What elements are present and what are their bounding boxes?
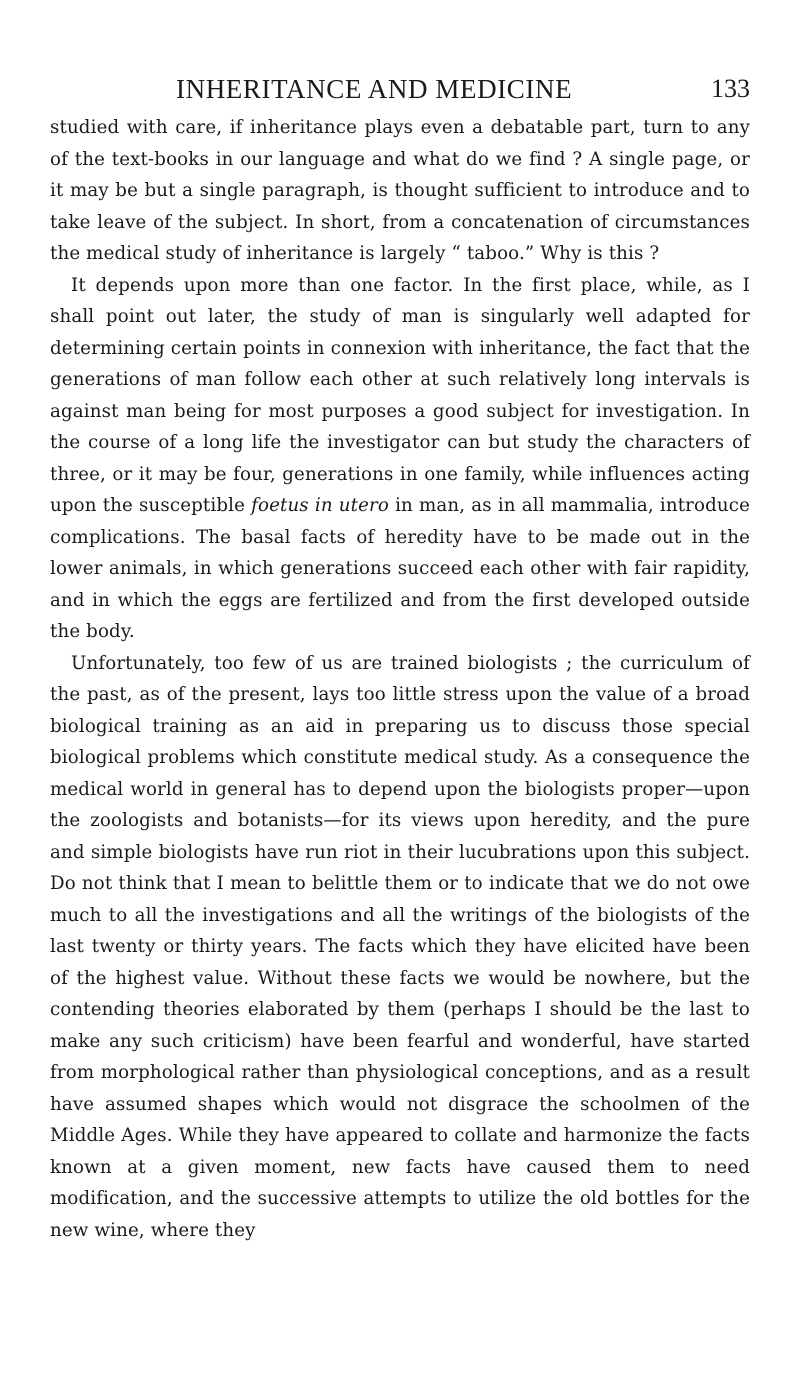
paragraph-continued: studied with care, if inheritance plays even a debatable part, turn to any of the text-books in our language and what do we find ? A single page, or it may be but a single paragraph, is thought sufficient to introduce and to take leave of the subject. In short, from a concatenation of circumstances the medical study of inheritance is largely “ taboo.” Why is this ?	[50, 117, 750, 264]
paragraph-biologists: Unfortunately, too few of us are trained biologists ; the curriculum of the past, as of the present, lays too little stress upon the value of a broad biological training as an aid in preparing us to discuss those special biological problems which constitute medical study. As a consequence the medical world in general has to depend upon the biologists proper—upon the zoologists and botanists—for its views upon heredity, and the pure and simple biologists have run riot in their lucubrations upon this subject. Do not think that I mean to belittle them or to indicate that we do not owe much to all the investigations and all the writings of the biologists of the last twenty or thirty years. The facts which they have elicited have been of the highest value. Without these facts we would be nowhere, but the contending theories elaborated by them (perhaps I should be the last to make any such criticism) have been fearful and wonderful, have started from morphological rather than physiological conceptions, and as a result have assumed shapes which would not disgrace the schoolmen of the Middle Ages. While they have appeared to collate and harmonize the facts known at a given moment, new facts have caused them to need modification, and the successive attempts to utilize the old bottles for the new wine, where they	[50, 652, 750, 1241]
paragraph-factors-text-end: in man, as in all mammalia, introduce complications. The basal facts of heredity have to be made out in the lower animals, in which generations succeed each other with fair rapidity, and in which the eggs are fertilized and from the first developed outside the body.	[50, 495, 750, 642]
book-page	[50, 74, 750, 1246]
italic-phrase-foetus-in-utero: foetus in utero	[251, 495, 389, 516]
paragraph-factors	[50, 270, 750, 648]
page-number: 133	[711, 74, 750, 103]
running-header	[50, 74, 750, 104]
running-title: INHERITANCE AND MEDICINE	[176, 74, 573, 104]
paragraph-factors-text-start: It depends upon more than one factor. In the first place, while, as I shall point out later, the study of man is singularly well adapted for determining certain points in connexion with inheritance, the fact that the generations of man follow each other at such relatively long intervals is against man being for most purposes a good subject for investigation. In the course of a long life the investigator can but study the characters of three, or it may be four, generations in one family, while influences acting upon the susceptible	[50, 274, 750, 516]
body-text	[50, 112, 750, 1246]
